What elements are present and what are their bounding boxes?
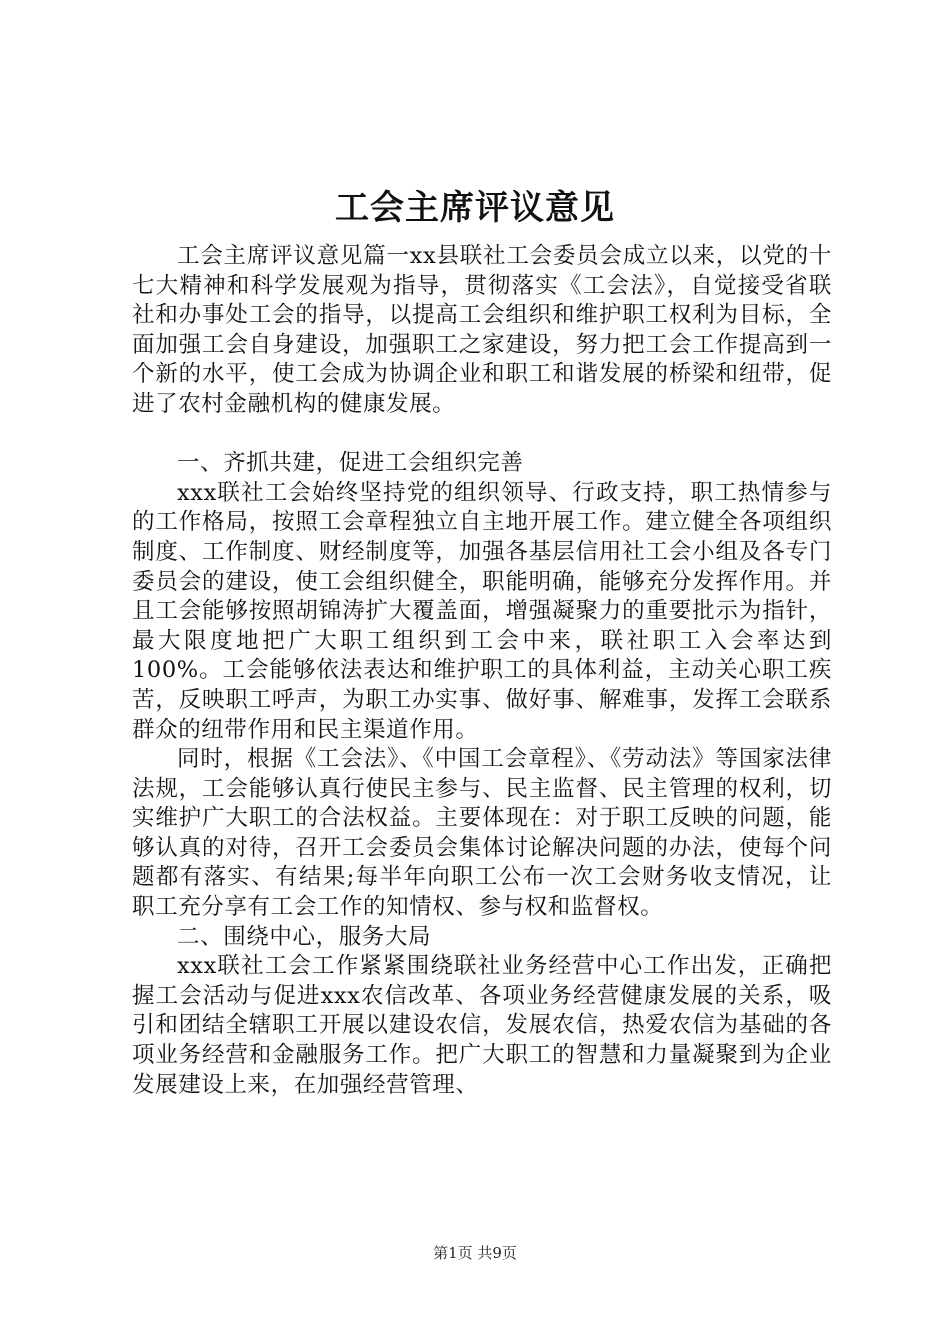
section-heading-1: 一、齐抓共建，促进工会组织完善: [177, 450, 524, 477]
section-heading-2: 二、围绕中心，服务大局: [177, 923, 432, 950]
paragraph-rights: 同时，根据《工会法》、《中国工会章程》、《劳动法》等国家法律法规，工会能够认真行使民主参与、民主监督、民主管理的权利，切实维护广大职工的合法权益。主要体现在：对于职工反映的问题，能够认真的对待，召开工会委员会集体讨论解决问题的办法，使每个问题都有落实、有结果;每半年向职工公布一次工会财务收支情况，让职工充分享有工会工作的知情权、参与权和监督权。: [132, 746, 832, 921]
paragraph-center-work: xxx联社工会工作紧紧围绕联社业务经营中心工作出发，正确把握工会活动与促进xxx农信改革、各项业务经营健康发展的关系，吸引和团结全辖职工开展以建设农信，发展农信，热爱农信为基础的各项业务经营和金融服务工作。把广大职工的智慧和力量凝聚到为企业发展建设上来，在加强经营管理、: [132, 953, 832, 1098]
document-body: [132, 242, 832, 1100]
page-title: 工会主席评议意见: [335, 188, 615, 228]
paragraph-intro: 工会主席评议意见篇一xx县联社工会委员会成立以来，以党的十七大精神和科学发展观为指导，贯彻落实《工会法》，自觉接受省联社和办事处工会的指导，以提高工会组织和维护职工权利为目标，全面加强工会自身建设，加强职工之家建设，努力把工会工作提高到一个新的水平，使工会成为协调企业和职工和谐发展的桥梁和纽带，促进了农村金融机构的健康发展。: [132, 243, 832, 417]
paragraph-spacer: [132, 420, 832, 450]
paragraph-organization: xxx联社工会始终坚持党的组织领导、行政支持，职工热情参与的工作格局，按照工会章程独立自主地开展工作。建立健全各项组织制度、工作制度、财经制度等，加强各基层信用社工会小组及各专门委员会的建设，使工会组织健全，职能明确，能够充分发挥作用。并且工会能够按照胡锦涛扩大覆盖面，增强凝聚力的重要批示为指针，最大限度地把广大职工组织到工会中来，联社职工入会率达到100%。工会能够依法表达和维护职工的具体利益，主动关心职工疾苦，反映职工呼声，为职工办实事、做好事、解难事，发挥工会联系群众的纽带作用和民主渠道作用。: [132, 479, 832, 743]
page-footer: 第1页 共9页: [433, 1244, 517, 1262]
